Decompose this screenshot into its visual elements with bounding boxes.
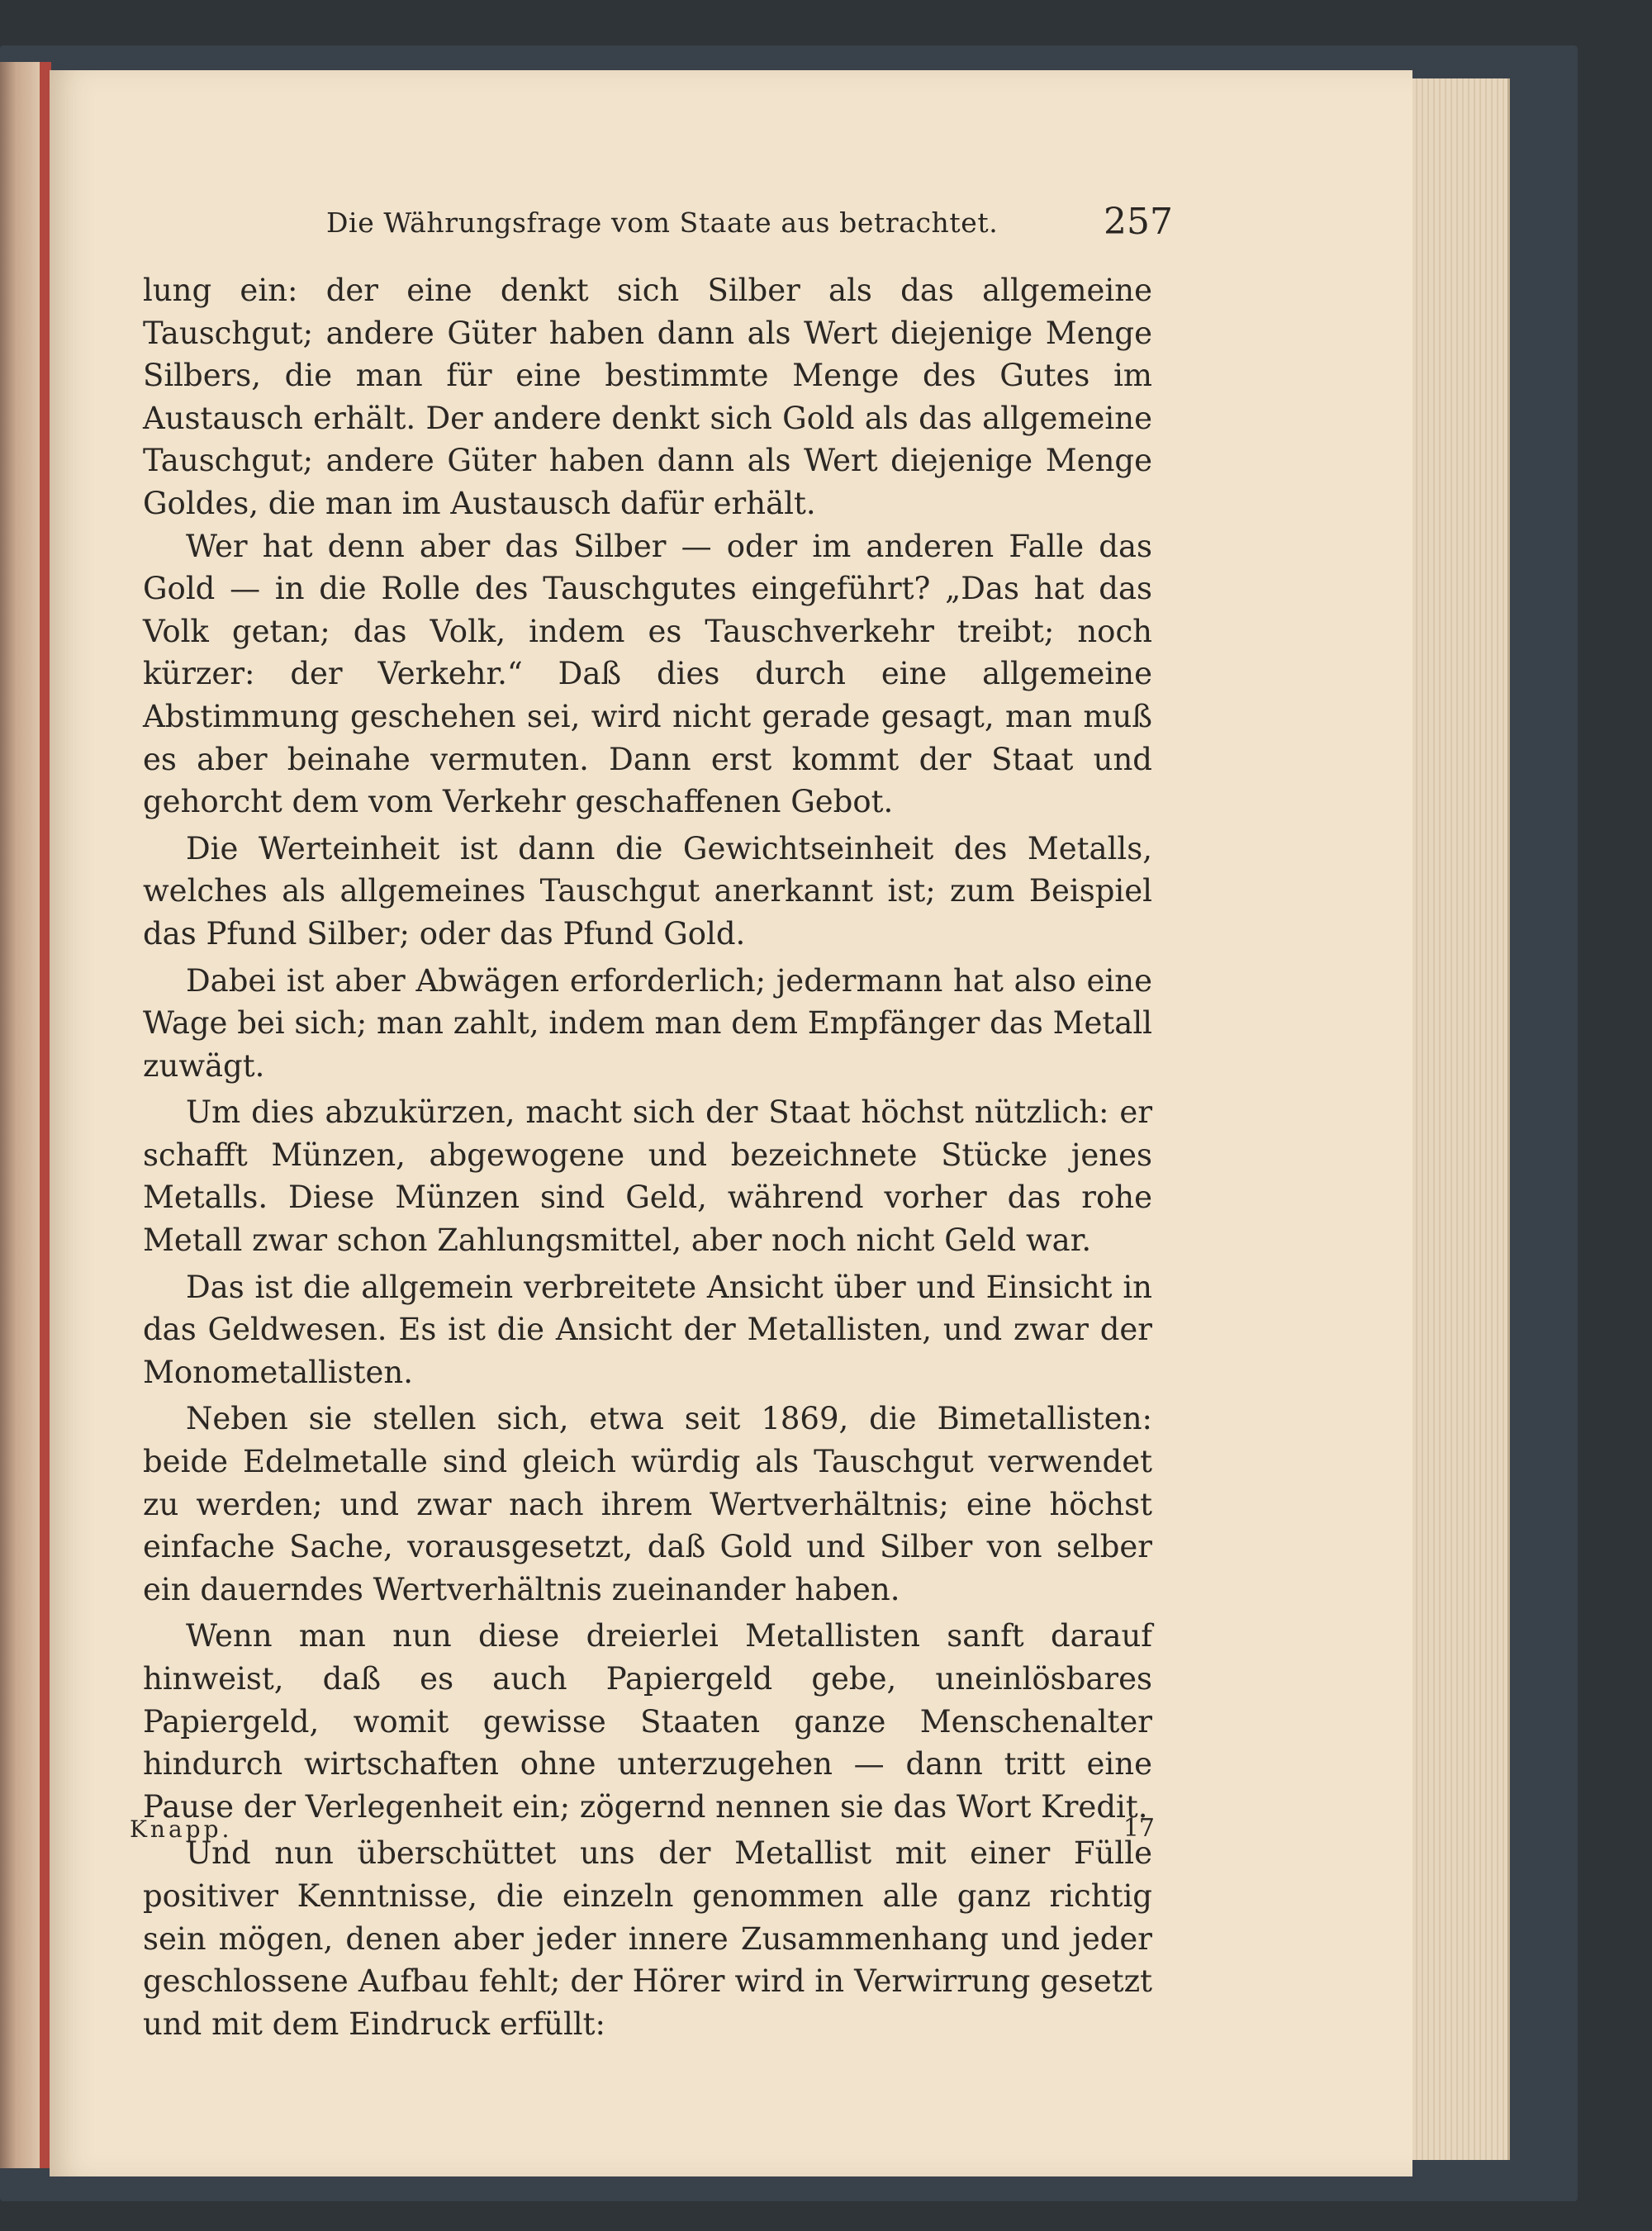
paragraph: Um dies abzukürzen, macht sich der Staat höchst nützlich: er schafft Münzen, abgewogene und bezeichnete Stücke jenes Metalls. Diese Münzen sind Geld, während vorher das rohe Metall zwar schon Zahlungsmittel, aber noch nicht Geld war. [143, 1094, 1152, 1259]
paragraph: Die Werteinheit ist dann die Gewichtseinheit des Metalls, welches als allgemeines Tauschgut anerkannt ist; zum Beispiel das Pfund Silber; oder das Pfund Gold. [143, 830, 1152, 952]
page-number: 257 [1104, 201, 1173, 243]
body-text [143, 269, 1152, 2045]
printer-signature: Knapp. [130, 1816, 233, 1843]
paragraph: Dabei ist aber Abwägen erforderlich; jedermann hat also eine Wage bei sich; man zahlt, indem man dem Empfänger das Metall zuwägt. [143, 962, 1152, 1084]
paragraph: lung ein: der eine denkt sich Silber als das allgemeine Tauschgut; andere Güter haben dann als Wert diejenige Menge Silbers, die man für eine bestimmte Menge des Gutes im Austausch erhält. Der andere denkt sich Gold als das allgemeine Tauschgut; andere Güter haben dann als Wert diejenige Menge Goldes, die man im Austausch dafür erhält. [143, 273, 1152, 521]
paragraph: Das ist die allgemein verbreitete Ansicht über und Einsicht in das Geldwesen. Es ist die Ansicht der Metallisten, und zwar der Monometallisten. [143, 1269, 1152, 1390]
paragraph: Neben sie stellen sich, etwa seit 1869, die Bimetallisten: beide Edelmetalle sind gleich würdig als Tauschgut verwendet zu werden; und zwar nach ihrem Wertverhältnis; eine höchst einfache Sache, vorausgesetzt, daß Gold und Silber von selber ein dauerndes Wertverhältnis zueinander haben. [143, 1401, 1152, 1607]
paragraph: Und nun überschüttet uns der Metallist mit einer Fülle positiver Kenntnisse, die einzeln genommen alle ganz richtig sein mögen, denen aber jeder innere Zusammenhang und jeder geschlossene Aufbau fehlt; der Hörer wird in Verwirrung gesetzt und mit dem Eindruck erfüllt: [143, 1835, 1152, 2042]
paragraph: Wenn man nun diese dreierlei Metallisten sanft darauf hinweist, daß es auch Papiergeld gebe, uneinlösbares Papiergeld, womit gewisse Staaten ganze Menschenalter hindurch wirtschaften ohne unterzugehen — dann tritt eine Pause der Verlegenheit ein; zögernd nennen sie das Wort Kredit. [143, 1618, 1152, 1825]
paragraph: Wer hat denn aber das Silber — oder im anderen Falle das Gold — in die Rolle des Tauschgutes eingeführt? „Das hat das Volk getan; das Volk, indem es Tauschverkehr treibt; noch kürzer: der Verkehr.“ Daß dies durch eine allgemeine Abstimmung geschehen sei, wird nicht gerade gesagt, man muß es aber beinahe vermuten. Dann erst kommt der Staat und gehorcht dem vom Verkehr geschaffenen Gebot. [143, 528, 1152, 820]
left-page-edge [0, 62, 40, 2168]
sheet-number: 17 [1123, 1814, 1155, 1843]
page-stack-edges [1400, 78, 1510, 2160]
running-header: Die Währungsfrage vom Staate aus betrachtet. [326, 206, 999, 239]
